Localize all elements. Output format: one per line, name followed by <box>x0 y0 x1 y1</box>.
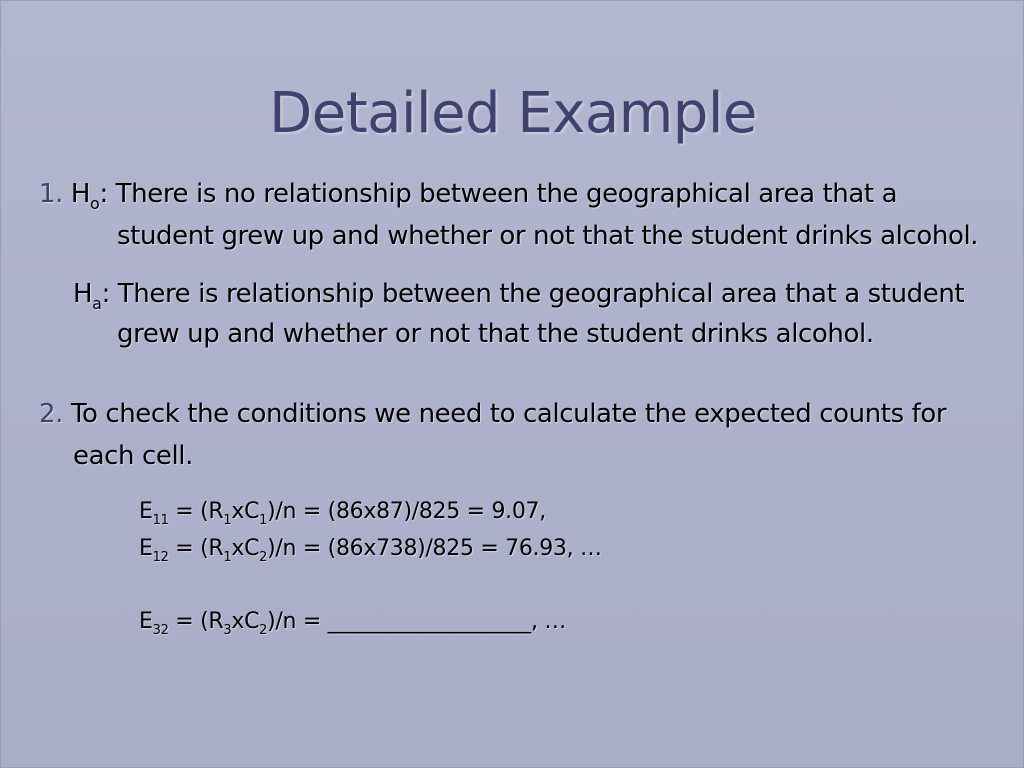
hypothesis-null-line-2: student grew up and whether or not that the student drinks alcohol. <box>117 221 979 251</box>
eq-e12-c-sub: 2 <box>259 550 268 565</box>
hypothesis-alt-line-2: grew up and whether or not that the student drinks alcohol. <box>117 319 874 349</box>
eq-e32-r-sub: 3 <box>223 623 232 638</box>
eq-e12-e: E <box>139 536 153 561</box>
eq-e12-e-sub: 12 <box>152 550 169 565</box>
equation-e11 <box>139 499 546 528</box>
eq-e11-r-sub: 1 <box>223 513 232 528</box>
eq-e11-e-sub: 11 <box>152 513 169 528</box>
ha-text-line-1: : There is relationship between the geographical area that a student <box>101 279 965 309</box>
item-2-line-2: each cell. <box>73 441 193 471</box>
item-number-2: 2. <box>39 399 64 429</box>
eq-e11-part-1: = (R <box>168 499 224 524</box>
eq-e12-part-3: )/n = (86x738)/825 = 76.93, … <box>267 536 602 561</box>
item-2-line-1 <box>39 399 946 429</box>
eq-e32-c-sub: 2 <box>259 623 268 638</box>
ha-subscript: a <box>92 294 102 313</box>
hypothesis-alt-line-1 <box>73 279 964 312</box>
eq-e32-part-3: )/n = ___________________, … <box>267 609 567 634</box>
item-number-1: 1. <box>39 179 64 209</box>
equation-e32 <box>139 609 566 638</box>
eq-e11-part-2: xC <box>231 499 260 524</box>
eq-e32-part-2: xC <box>231 609 260 634</box>
eq-e12-r-sub: 1 <box>223 550 232 565</box>
hypothesis-null-line-1 <box>39 179 897 212</box>
eq-e12-part-2: xC <box>231 536 260 561</box>
eq-e32-e: E <box>139 609 153 634</box>
ho-text-line-1: : There is no relationship between the geographical area that a <box>99 179 898 209</box>
eq-e11-c-sub: 1 <box>259 513 268 528</box>
equation-e12 <box>139 536 602 565</box>
eq-e32-part-1: = (R <box>168 609 224 634</box>
ho-subscript: o <box>90 194 100 213</box>
slide-title: Detailed Example <box>269 81 757 146</box>
eq-e11-part-3: )/n = (86x87)/825 = 9.07, <box>267 499 546 524</box>
item-2-text-line-1: To check the conditions we need to calculate the expected counts for <box>70 399 947 429</box>
ho-letter: H <box>70 179 91 209</box>
eq-e12-part-1: = (R <box>168 536 224 561</box>
eq-e32-e-sub: 32 <box>152 623 169 638</box>
eq-e11-e: E <box>139 499 153 524</box>
ha-letter: H <box>73 279 93 309</box>
